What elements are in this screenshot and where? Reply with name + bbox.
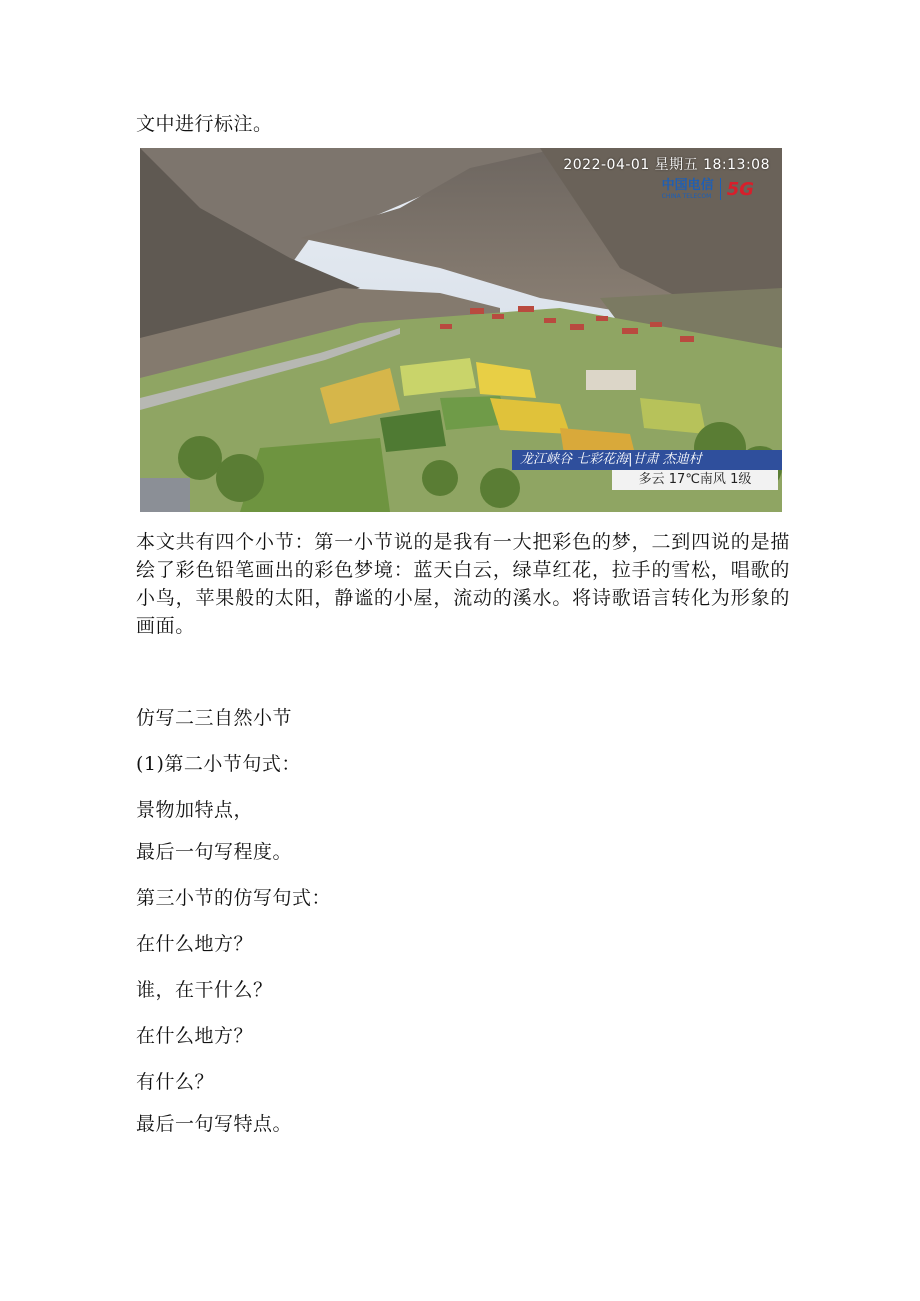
brand-en: CHINA TELECOM: [661, 192, 712, 200]
text-line: 最后一句写特点。: [136, 1113, 293, 1135]
summary-paragraph: 本文共有四个小节：第一小节说的是我有一大把彩色的梦，二到四说的是描绘了彩色铅笔画出的彩色梦境：蓝天白云，绿草红花，拉手的雪松，唱歌的小鸟，苹果般的太阳，静谧的小屋，流动的溪水。将诗歌语言转化为形象的画面。: [136, 531, 790, 637]
text-line: (1)第二小节句式：: [136, 753, 301, 775]
text-line: 在什么地方？: [136, 1025, 254, 1047]
section-title: 仿写二三自然小节: [136, 707, 293, 729]
timestamp-overlay: 2022-04-01 星期五 18:13:08: [563, 157, 770, 173]
weather-caption: 多云 17℃南风 1级: [612, 470, 778, 490]
text-line: 有什么？: [136, 1071, 215, 1093]
text-line: 谁，在干什么？: [136, 979, 273, 1001]
brand-cn: 中国电信: [661, 177, 714, 193]
text-line: 景物加特点，: [136, 799, 254, 821]
text-line: 第三小节的仿写句式：: [136, 887, 332, 909]
intro-line: 文中进行标注。: [136, 113, 273, 135]
text-line: 最后一句写程度。: [136, 841, 293, 863]
logo-divider: [720, 178, 721, 200]
5g-badge: 5G: [726, 178, 754, 200]
location-caption: 龙江峡谷 七彩花海|甘肃 杰迪村: [512, 450, 782, 470]
landscape-photo: [140, 148, 782, 512]
telecom-logo: [662, 178, 754, 200]
text-line: 在什么地方？: [136, 933, 254, 955]
